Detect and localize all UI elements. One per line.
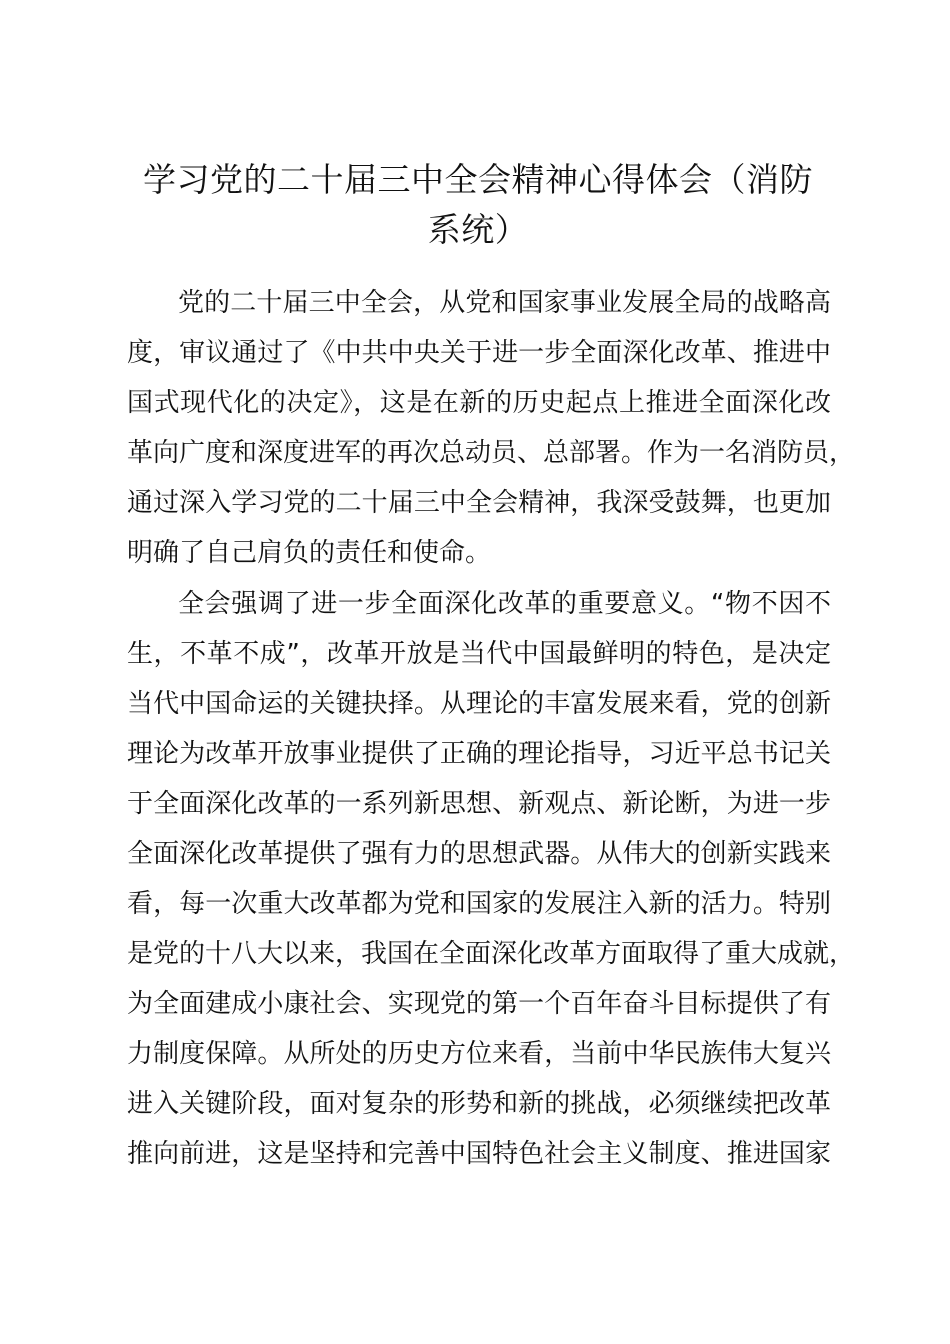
- paragraph-2-line-6: 全面深化改革提供了强有力的思想武器。从伟大的创新实践来: [127, 839, 831, 869]
- paragraph-2-line-11: 进入关键阶段，面对复杂的形势和新的挑战，必须继续把改革: [127, 1089, 831, 1119]
- paragraph-1-line-3: 国式现代化的决定》，这是在新的历史起点上推进全面深化改: [127, 388, 831, 418]
- paragraph-2-line-12: 推向前进，这是坚持和完善中国特色社会主义制度、推进国家: [127, 1139, 831, 1169]
- paragraph-2-line-3: 当代中国命运的关键抉择。从理论的丰富发展来看，党的创新: [127, 689, 831, 719]
- paragraph-2-line-9: 为全面建成小康社会、实现党的第一个百年奋斗目标提供了有: [127, 989, 831, 1019]
- paragraph-1-line-6: 明确了自己肩负的责任和使命。: [127, 538, 492, 568]
- paragraph-2-line-4: 理论为改革开放事业提供了正确的理论指导，习近平总书记关: [127, 739, 831, 769]
- title-line-1: 学习党的二十届三中全会精神心得体会（消防: [143, 160, 813, 199]
- document-title: [120, 155, 836, 255]
- paragraph-1-line-2: 度，审议通过了《中共中央关于进一步全面深化改革、推进中: [127, 338, 831, 368]
- paragraph-1-line-4: 革向广度和深度进军的再次总动员、总部署。作为一名消防员，: [127, 438, 856, 468]
- paragraph-2-line-10: 力制度保障。从所处的历史方位来看，当前中华民族伟大复兴: [127, 1039, 831, 1069]
- paragraph-1-line-1: 党的二十届三中全会，从党和国家事业发展全局的战略高: [178, 288, 831, 318]
- paragraph-2-line-1: 全会强调了进一步全面深化改革的重要意义。“物不因不: [178, 589, 831, 619]
- paragraph-2-line-7: 看，每一次重大改革都为党和国家的发展注入新的活力。特别: [127, 889, 831, 919]
- paragraph-2-line-5: 于全面深化改革的一系列新思想、新观点、新论断，为进一步: [127, 789, 831, 819]
- paragraph-2-line-2: 生，不革不成”，改革开放是当代中国最鲜明的特色，是决定: [127, 639, 831, 669]
- title-line-2: 系统）: [427, 210, 529, 249]
- paragraph-1-line-5: 通过深入学习党的二十届三中全会精神，我深受鼓舞，也更加: [127, 488, 831, 518]
- paragraph-2-line-8: 是党的十八大以来，我国在全面深化改革方面取得了重大成就，: [127, 939, 856, 969]
